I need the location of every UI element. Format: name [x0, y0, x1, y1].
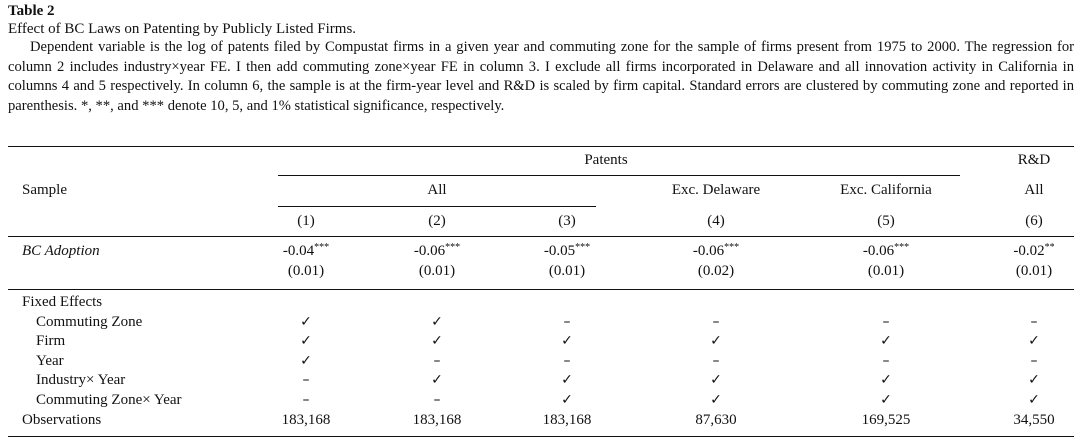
fe-mark: ✓ [1028, 372, 1040, 388]
significance-stars: *** [724, 242, 740, 253]
coef-cell [414, 242, 460, 260]
col-number: (6) [1025, 213, 1043, 229]
fe-mark: ✓ [1028, 392, 1040, 408]
coef-cell [863, 242, 909, 260]
table-label: Table 2 [8, 3, 55, 19]
fe-mark: – [882, 353, 890, 369]
fixed-effects-heading: Fixed Effects [22, 294, 103, 310]
observations-label: Observations [22, 412, 102, 428]
fe-label: Industry× Year [36, 372, 126, 388]
coef-value: -0.02 [1013, 243, 1045, 259]
bottom-rule [8, 436, 1074, 437]
coef-value: -0.06 [862, 243, 895, 259]
coef-value: -0.06 [692, 243, 725, 259]
significance-stars: *** [894, 242, 910, 253]
header-bottom-rule [8, 236, 1074, 237]
patents-span-rule [278, 175, 960, 176]
coef-value: -0.04 [282, 243, 315, 259]
significance-stars: ** [1044, 242, 1055, 253]
significance-stars: *** [445, 242, 461, 253]
fe-mark: – [433, 392, 441, 408]
fe-mark: ✓ [431, 372, 443, 388]
observations-value: 183,168 [542, 412, 592, 428]
coef-cell [1013, 242, 1054, 260]
std-error: (0.01) [548, 263, 586, 279]
fe-mark: – [712, 353, 720, 369]
fe-mark: ✓ [710, 392, 722, 408]
fe-mark: ✓ [561, 372, 573, 388]
fe-label: Commuting Zone× Year [36, 392, 182, 408]
all-span-rule [278, 206, 596, 207]
bc-adoption-label: BC Adoption [22, 243, 100, 259]
fe-mark: ✓ [880, 392, 892, 408]
table-note: Dependent variable is the log of patents filed by Compustat firms in a given year and commuting zone for the sample of firms present from 1975 to 2000. The regression for column 2 includes industry×year FE. I then add commuting zone×year FE in column 3. I exclude all firms incorporated in Delaware and all innovation activity in California in columns 4 and 5 respectively. In column 6, the sample is at the firm-year level and R&D is scaled by firm capital. Standard errors are clustered by commuting zone and reported in parenthesis. *, **, and *** denote 10, 5, and 1% statistical significance, respectively. [8, 39, 1074, 114]
fe-mark: – [712, 314, 720, 330]
fe-mark: ✓ [561, 333, 573, 349]
observations-value: 183,168 [281, 412, 331, 428]
col-number: (1) [297, 213, 315, 229]
significance-stars: *** [314, 242, 330, 253]
coef-bottom-rule [8, 289, 1074, 290]
fe-mark: ✓ [710, 333, 722, 349]
col-number: (3) [558, 213, 576, 229]
fe-mark: ✓ [880, 333, 892, 349]
col-number: (2) [428, 213, 446, 229]
std-error: (0.01) [418, 263, 456, 279]
coef-cell [544, 242, 590, 260]
fe-mark: ✓ [431, 333, 443, 349]
fe-mark: ✓ [561, 392, 573, 408]
sample-header-all: All [427, 182, 447, 198]
observations-value: 34,550 [1013, 412, 1055, 428]
table-title: Effect of BC Laws on Patenting by Publicly Listed Firms. [8, 21, 357, 37]
sample-header-exc-delaware: Exc. Delaware [671, 182, 761, 198]
fe-mark: – [563, 314, 571, 330]
fe-mark: – [563, 353, 571, 369]
fe-label: Firm [36, 333, 66, 349]
observations-value: 87,630 [695, 412, 737, 428]
fe-mark: – [882, 314, 890, 330]
fe-mark: ✓ [1028, 333, 1040, 349]
std-error: (0.01) [1015, 263, 1053, 279]
table-caption [8, 2, 1074, 116]
group-header-patents: Patents [584, 152, 628, 168]
fe-label: Commuting Zone [36, 314, 143, 330]
fe-mark: ✓ [300, 353, 312, 369]
fe-mark: – [1030, 353, 1038, 369]
coef-cell [283, 242, 329, 260]
fe-mark: – [1030, 314, 1038, 330]
sample-header-all-rd: All [1024, 182, 1044, 198]
sample-label: Sample [22, 182, 67, 198]
fe-mark: ✓ [300, 314, 312, 330]
std-error: (0.02) [697, 263, 735, 279]
col-number: (5) [877, 213, 895, 229]
fe-mark: ✓ [710, 372, 722, 388]
fe-label: Year [36, 353, 64, 369]
col-number: (4) [707, 213, 725, 229]
top-rule [8, 146, 1074, 147]
coef-value: -0.05 [543, 243, 576, 259]
coef-value: -0.06 [413, 243, 446, 259]
group-header-rd: R&D [1017, 152, 1051, 168]
std-error: (0.01) [867, 263, 905, 279]
significance-stars: *** [575, 242, 591, 253]
coef-cell [693, 242, 739, 260]
fe-mark: ✓ [880, 372, 892, 388]
observations-value: 169,525 [861, 412, 911, 428]
fe-mark: – [302, 372, 310, 388]
observations-value: 183,168 [412, 412, 462, 428]
fe-mark: ✓ [300, 333, 312, 349]
fe-mark: – [302, 392, 310, 408]
sample-header-exc-california: Exc. California [840, 182, 932, 198]
fe-mark: ✓ [431, 314, 443, 330]
std-error: (0.01) [287, 263, 325, 279]
fe-mark: – [433, 353, 441, 369]
